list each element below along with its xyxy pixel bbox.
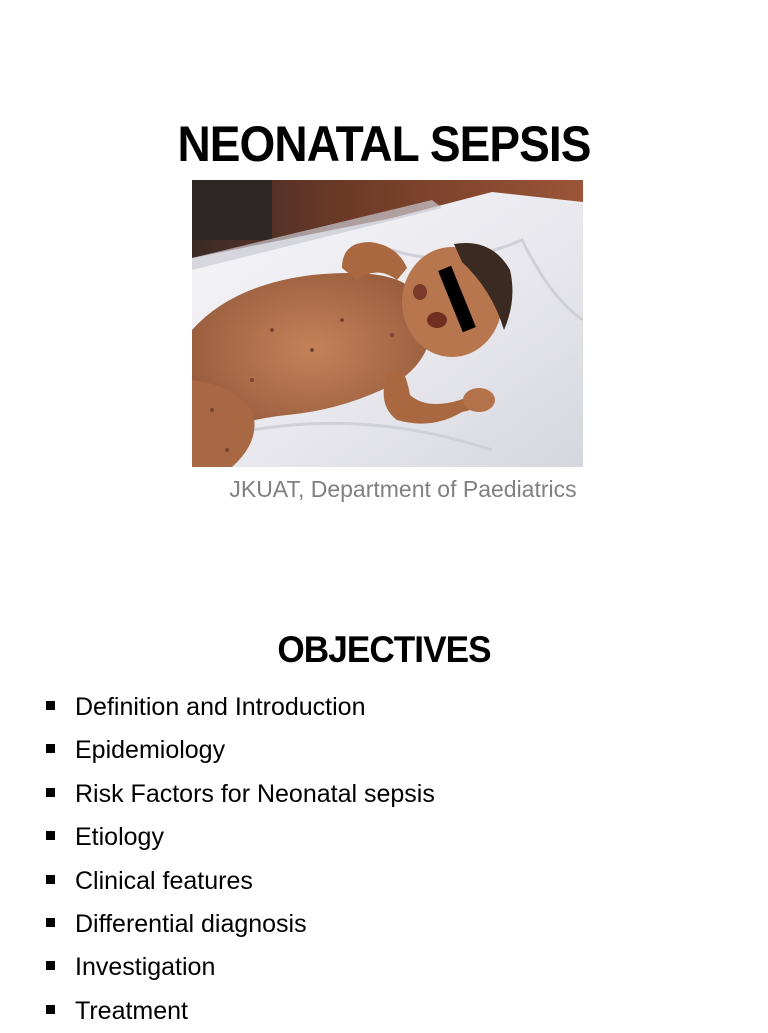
list-item — [46, 946, 435, 989]
objectives-list — [46, 686, 435, 1033]
objectives-slide — [0, 560, 768, 1024]
list-item-label: Definition and Introduction — [75, 693, 366, 721]
square-bullet-icon — [46, 788, 55, 797]
list-item-label: Treatment — [75, 996, 189, 1025]
list-item — [46, 860, 435, 903]
square-bullet-icon — [46, 961, 55, 970]
list-item-label: Etiology — [75, 823, 164, 852]
subtitle: JKUAT, Department of Paediatrics — [229, 476, 577, 502]
list-item — [46, 729, 435, 772]
list-item — [46, 903, 435, 946]
square-bullet-icon — [46, 831, 55, 840]
list-item — [46, 816, 435, 859]
list-item-label: Clinical features — [75, 866, 253, 895]
list-item-label: Differential diagnosis — [75, 909, 307, 938]
infant-photo — [192, 180, 583, 467]
square-bullet-icon — [46, 701, 55, 710]
list-item-label: Epidemiology — [75, 736, 226, 765]
square-bullet-icon — [46, 1005, 55, 1014]
list-item-label: Risk Factors for Neonatal sepsis — [75, 779, 435, 808]
square-bullet-icon — [46, 918, 55, 927]
objectives-title: OBJECTIVES — [277, 629, 491, 670]
list-item — [46, 773, 435, 816]
list-item — [46, 990, 435, 1033]
list-item — [46, 686, 435, 729]
page-title: NEONATAL SEPSIS — [177, 116, 591, 172]
square-bullet-icon — [46, 875, 55, 884]
square-bullet-icon — [46, 744, 55, 753]
list-item-label: Investigation — [75, 953, 216, 982]
